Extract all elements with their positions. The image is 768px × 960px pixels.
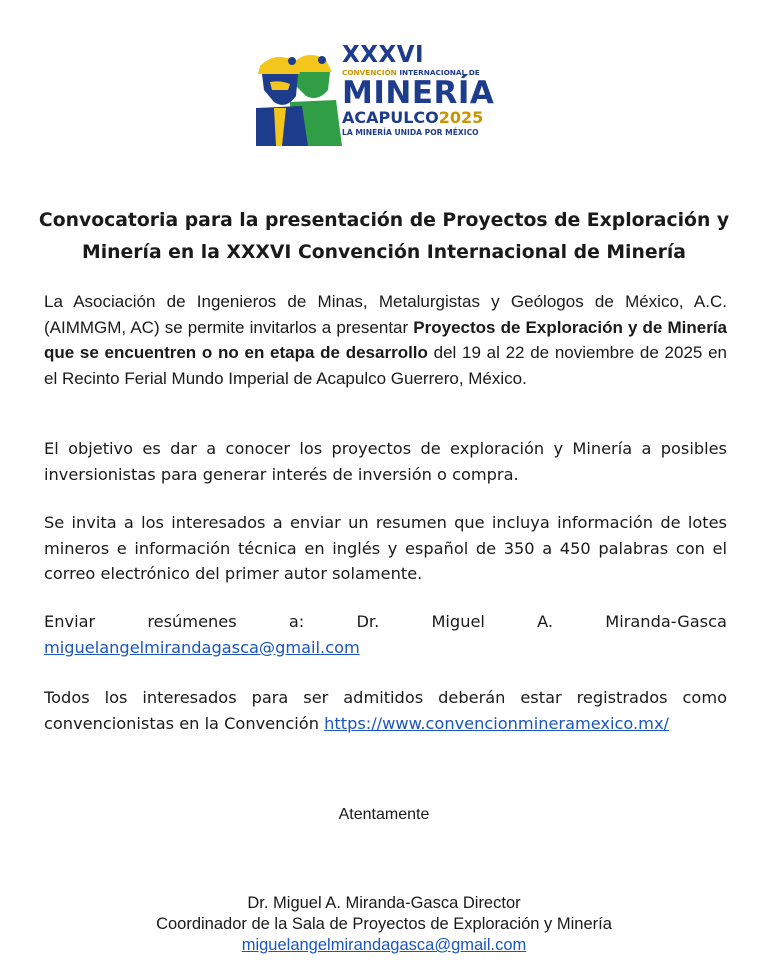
registration-paragraph: Todos los interesados para ser admitidos deberán estar registrados como convencionistas en la Convención https://www.convencionmineramexico.mx/: [44, 688, 727, 733]
intro-paragraph: La Asociación de Ingenieros de Minas, Metalurgistas y Geólogos de México, A.C. (AIMMGM, AC) se permite invitarlos a presentar Proyectos de Exploración y de Minería que se encuentren o no en etapa de desarrollo del 19 al 22 de noviembre de 2025 en el Recinto Ferial Mundo Imperial de Acapulco Guerrero, México.: [44, 292, 728, 388]
send-abstracts-line: Enviar resúmenes a: Dr. Miguel A. Miranda-Gasca: [44, 612, 727, 631]
page-title: [20, 205, 748, 269]
logo-mineria: MINERÍA: [342, 75, 495, 112]
convention-logo: [256, 44, 516, 152]
logo-slogan: LA MINERÍA UNIDA POR MÉXICO: [342, 128, 479, 138]
title-line-2: Minería en la XXXVI Convención Internacional de Minería: [82, 242, 686, 263]
convention-website-link[interactable]: https://www.convencionmineramexico.mx/: [324, 713, 669, 733]
miners-emblem-icon: [256, 46, 344, 146]
title-line-1: Convocatoria para la presentación de Proyectos de Exploración y: [38, 210, 730, 231]
objective-paragraph: El objetivo es dar a conocer los proyectos de exploración y Minería a posibles inversionistas para generar interés de inversión o compra.: [44, 439, 727, 484]
signature-name: Dr. Miguel A. Miranda-Gasca Director: [247, 894, 521, 912]
closing-salutation: Atentamente: [338, 806, 430, 823]
contact-email-link[interactable]: miguelangelmirandagasca@gmail.com: [44, 637, 360, 657]
signature-role: Coordinador de la Sala de Proyectos de Exploración y Minería: [156, 915, 612, 933]
logo-convention-line: CONVENCIÓN INTERNACIONAL DE: [342, 68, 480, 77]
intro-highlight: Proyectos de Exploración y de Minería que se encuentren o no en etapa de desarrollo: [44, 317, 727, 362]
logo-wordmark: [342, 44, 517, 137]
send-abstracts-paragraph: [44, 609, 727, 660]
signature-block: [0, 893, 768, 956]
signature-email-link[interactable]: miguelangelmirandagasca@gmail.com: [241, 936, 527, 954]
invitation-paragraph: Se invita a los interesados a enviar un resumen que incluya información de lotes mineros e información técnica en inglés y español de 350 a 450 palabras con el correo electrónico del primer autor solamente.: [44, 513, 727, 583]
logo-city-year: ACAPULCO2025: [342, 108, 484, 128]
logo-roman-numeral: XXXVI: [342, 42, 425, 68]
